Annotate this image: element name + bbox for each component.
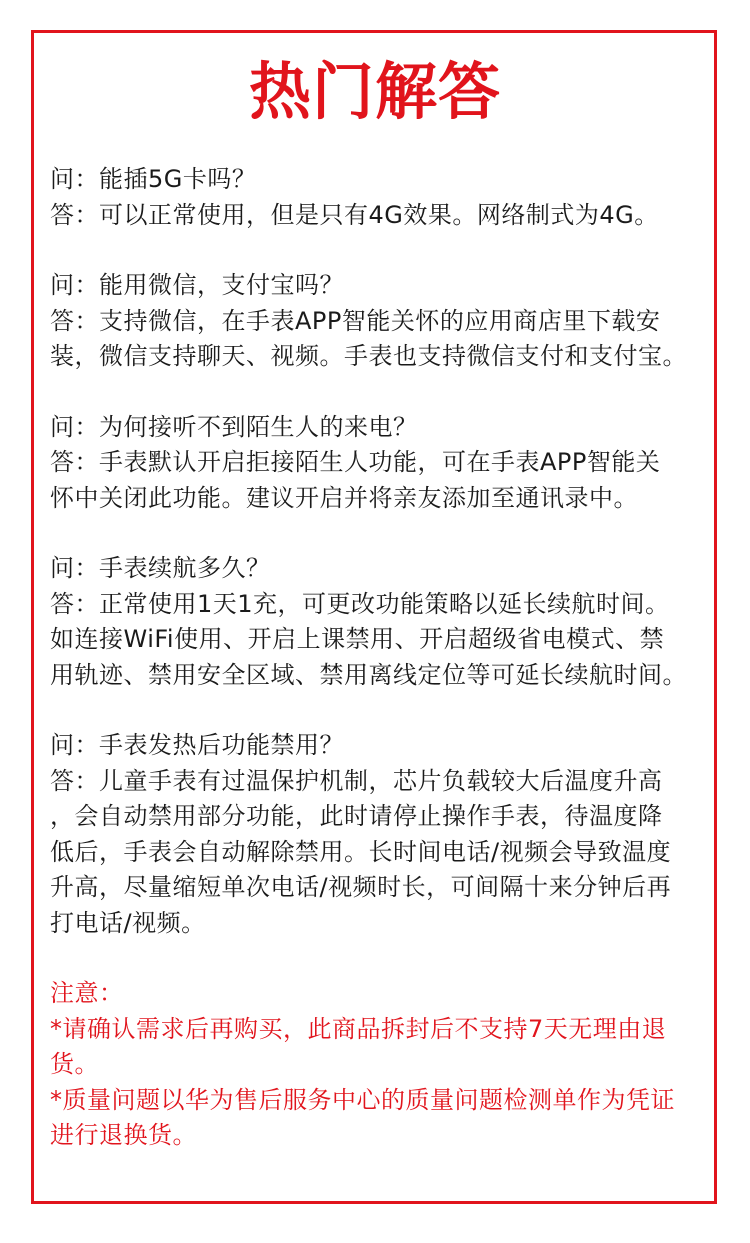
qa-item-1 <box>50 162 730 233</box>
question-3: 问：为何接听不到陌生人的来电？ <box>50 412 418 441</box>
qa-item-5 <box>50 728 730 941</box>
question-1: 问：能插5G卡吗？ <box>50 165 257 193</box>
answer-1: 答：可以正常使用，但是只有4G效果。网络制式为4G。 <box>50 200 659 229</box>
answer-2-line-1: 答：支持微信，在手表APP智能关怀的应用商店里下载安 <box>50 306 661 335</box>
answer-3-line-1: 答：手表默认开启拒接陌生人功能，可在手表APP智能关 <box>50 448 661 476</box>
notice-line-3: *质量问题以华为售后服务中心的质量问题检测单作为凭证 <box>50 1085 675 1114</box>
faq-content <box>50 162 730 1189</box>
answer-5-line-3: 低后，手表会自动解除禁用。长时间电话/视频会导致温度 <box>50 837 672 866</box>
question-4: 问：手表续航多久？ <box>50 554 271 582</box>
qa-item-3 <box>50 410 730 517</box>
notice-line-1: *请确认需求后再购买，此商品拆封后不支持7天无理由退 <box>50 1014 667 1043</box>
notice-heading: 注意： <box>50 979 124 1007</box>
page-title: 热门解答 <box>248 55 501 128</box>
answer-4-line-2: 如连接WiFi使用、开启上课禁用、开启超级省电模式、禁 <box>50 625 665 653</box>
question-2: 问：能用微信，支付宝吗？ <box>50 271 344 299</box>
answer-5-line-4: 升高，尽量缩短单次电话/视频时长，可间隔十来分钟后再 <box>50 873 672 901</box>
answer-2-line-2: 装，微信支持聊天、视频。手表也支持微信支付和支付宝。 <box>50 342 687 370</box>
notice-block <box>50 976 730 1154</box>
qa-item-4 <box>50 551 730 693</box>
answer-4-line-1: 答：正常使用1天1充，可更改功能策略以延长续航时间。 <box>50 589 670 618</box>
answer-3-line-2: 怀中关闭此功能。建议开启并将亲友添加至通讯录中。 <box>50 483 638 512</box>
answer-5-line-2: ，会自动禁用部分功能，此时请停止操作手表，待温度降 <box>50 802 663 830</box>
notice-line-2: 货。 <box>50 1050 99 1078</box>
notice-line-4: 进行退换货。 <box>50 1121 197 1149</box>
qa-item-2 <box>50 268 730 375</box>
answer-5-line-1: 答：儿童手表有过温保护机制，芯片负载较大后温度升高 <box>50 766 663 795</box>
answer-5-line-5: 打电话/视频。 <box>50 908 206 937</box>
answer-4-line-3: 用轨迹、禁用安全区域、禁用离线定位等可延长续航时间。 <box>50 660 687 689</box>
question-5: 问：手表发热后功能禁用？ <box>50 731 344 759</box>
